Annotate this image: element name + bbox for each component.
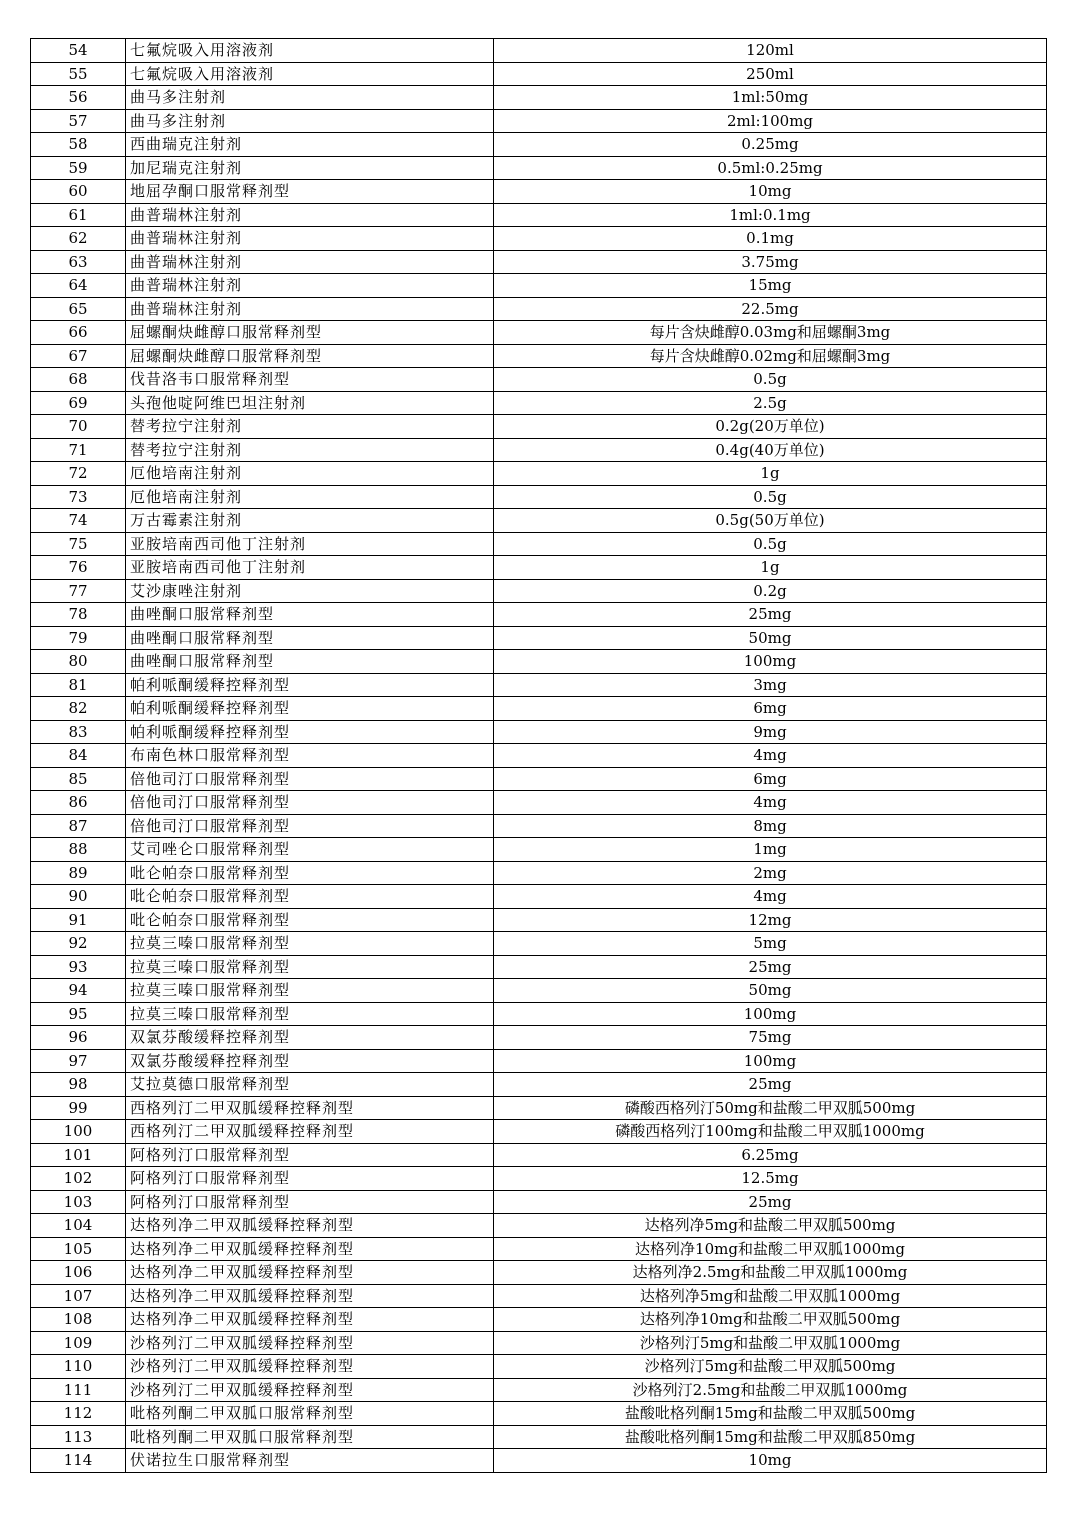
specification-cell: 盐酸吡格列酮15mg和盐酸二甲双胍850mg bbox=[494, 1425, 1047, 1449]
row-number: 83 bbox=[31, 720, 126, 744]
specification-cell: 25mg bbox=[494, 1073, 1047, 1097]
specification-cell: 100mg bbox=[494, 1002, 1047, 1026]
row-number: 111 bbox=[31, 1378, 126, 1402]
drug-name-cell: 替考拉宁注射剂 bbox=[126, 415, 494, 439]
drug-name-cell: 曲唑酮口服常释剂型 bbox=[126, 650, 494, 674]
row-number: 97 bbox=[31, 1049, 126, 1073]
table-row bbox=[31, 556, 1047, 580]
table-row bbox=[31, 227, 1047, 251]
specification-cell: 沙格列汀5mg和盐酸二甲双胍500mg bbox=[494, 1355, 1047, 1379]
table-body bbox=[31, 39, 1047, 1473]
table-row bbox=[31, 1026, 1047, 1050]
drug-name-cell: 吡仑帕奈口服常释剂型 bbox=[126, 885, 494, 909]
row-number: 86 bbox=[31, 791, 126, 815]
row-number: 104 bbox=[31, 1214, 126, 1238]
table-row bbox=[31, 1284, 1047, 1308]
specification-cell: 0.2g(20万单位) bbox=[494, 415, 1047, 439]
table-row bbox=[31, 1167, 1047, 1191]
drug-name-cell: 七氟烷吸入用溶液剂 bbox=[126, 39, 494, 63]
row-number: 94 bbox=[31, 979, 126, 1003]
drug-name-cell: 艾拉莫德口服常释剂型 bbox=[126, 1073, 494, 1097]
drug-name-cell: 达格列净二甲双胍缓释控释剂型 bbox=[126, 1284, 494, 1308]
drug-name-cell: 达格列净二甲双胍缓释控释剂型 bbox=[126, 1308, 494, 1332]
row-number: 67 bbox=[31, 344, 126, 368]
row-number: 57 bbox=[31, 109, 126, 133]
specification-cell: 达格列净5mg和盐酸二甲双胍1000mg bbox=[494, 1284, 1047, 1308]
specification-cell: 2ml:100mg bbox=[494, 109, 1047, 133]
row-number: 68 bbox=[31, 368, 126, 392]
drug-name-cell: 吡仑帕奈口服常释剂型 bbox=[126, 861, 494, 885]
drug-name-cell: 拉莫三嗪口服常释剂型 bbox=[126, 932, 494, 956]
row-number: 114 bbox=[31, 1449, 126, 1473]
specification-cell: 0.25mg bbox=[494, 133, 1047, 157]
specification-cell: 10mg bbox=[494, 1449, 1047, 1473]
row-number: 66 bbox=[31, 321, 126, 345]
row-number: 107 bbox=[31, 1284, 126, 1308]
table-row bbox=[31, 1073, 1047, 1097]
specification-cell: 50mg bbox=[494, 979, 1047, 1003]
drug-name-cell: 曲普瑞林注射剂 bbox=[126, 250, 494, 274]
row-number: 70 bbox=[31, 415, 126, 439]
drug-list-table bbox=[30, 38, 1047, 1473]
drug-name-cell: 曲普瑞林注射剂 bbox=[126, 203, 494, 227]
row-number: 63 bbox=[31, 250, 126, 274]
table-row bbox=[31, 1190, 1047, 1214]
row-number: 79 bbox=[31, 626, 126, 650]
drug-name-cell: 西格列汀二甲双胍缓释控释剂型 bbox=[126, 1096, 494, 1120]
row-number: 103 bbox=[31, 1190, 126, 1214]
specification-cell: 100mg bbox=[494, 650, 1047, 674]
specification-cell: 25mg bbox=[494, 603, 1047, 627]
drug-name-cell: 达格列净二甲双胍缓释控释剂型 bbox=[126, 1261, 494, 1285]
specification-cell: 3.75mg bbox=[494, 250, 1047, 274]
row-number: 82 bbox=[31, 697, 126, 721]
table-row bbox=[31, 908, 1047, 932]
specification-cell: 0.5g bbox=[494, 485, 1047, 509]
table-row bbox=[31, 1355, 1047, 1379]
table-row bbox=[31, 1331, 1047, 1355]
table-row bbox=[31, 1143, 1047, 1167]
specification-cell: 每片含炔雌醇0.03mg和屈螺酮3mg bbox=[494, 321, 1047, 345]
table-row bbox=[31, 955, 1047, 979]
row-number: 93 bbox=[31, 955, 126, 979]
specification-cell: 0.5ml:0.25mg bbox=[494, 156, 1047, 180]
drug-name-cell: 沙格列汀二甲双胍缓释控释剂型 bbox=[126, 1331, 494, 1355]
row-number: 73 bbox=[31, 485, 126, 509]
row-number: 113 bbox=[31, 1425, 126, 1449]
row-number: 60 bbox=[31, 180, 126, 204]
row-number: 74 bbox=[31, 509, 126, 533]
row-number: 71 bbox=[31, 438, 126, 462]
drug-name-cell: 亚胺培南西司他丁注射剂 bbox=[126, 532, 494, 556]
drug-name-cell: 伐昔洛韦口服常释剂型 bbox=[126, 368, 494, 392]
table-row bbox=[31, 1425, 1047, 1449]
table-row bbox=[31, 509, 1047, 533]
table-row bbox=[31, 438, 1047, 462]
drug-name-cell: 倍他司汀口服常释剂型 bbox=[126, 767, 494, 791]
table-row bbox=[31, 814, 1047, 838]
table-row bbox=[31, 1449, 1047, 1473]
drug-name-cell: 曲唑酮口服常释剂型 bbox=[126, 603, 494, 627]
drug-name-cell: 达格列净二甲双胍缓释控释剂型 bbox=[126, 1214, 494, 1238]
table-row bbox=[31, 673, 1047, 697]
table-row bbox=[31, 62, 1047, 86]
table-row bbox=[31, 885, 1047, 909]
specification-cell: 达格列净10mg和盐酸二甲双胍500mg bbox=[494, 1308, 1047, 1332]
drug-name-cell: 沙格列汀二甲双胍缓释控释剂型 bbox=[126, 1378, 494, 1402]
drug-name-cell: 吡仑帕奈口服常释剂型 bbox=[126, 908, 494, 932]
row-number: 112 bbox=[31, 1402, 126, 1426]
table-row bbox=[31, 1237, 1047, 1261]
drug-name-cell: 头孢他啶阿维巴坦注射剂 bbox=[126, 391, 494, 415]
specification-cell: 磷酸西格列汀50mg和盐酸二甲双胍500mg bbox=[494, 1096, 1047, 1120]
specification-cell: 1g bbox=[494, 462, 1047, 486]
row-number: 91 bbox=[31, 908, 126, 932]
table-row bbox=[31, 744, 1047, 768]
specification-cell: 0.5g bbox=[494, 532, 1047, 556]
specification-cell: 250ml bbox=[494, 62, 1047, 86]
table-row bbox=[31, 297, 1047, 321]
table-row bbox=[31, 1402, 1047, 1426]
drug-name-cell: 帕利哌酮缓释控释剂型 bbox=[126, 720, 494, 744]
drug-name-cell: 双氯芬酸缓释控释剂型 bbox=[126, 1049, 494, 1073]
row-number: 99 bbox=[31, 1096, 126, 1120]
drug-name-cell: 厄他培南注射剂 bbox=[126, 485, 494, 509]
row-number: 78 bbox=[31, 603, 126, 627]
table-row bbox=[31, 109, 1047, 133]
specification-cell: 0.1mg bbox=[494, 227, 1047, 251]
table-row bbox=[31, 791, 1047, 815]
specification-cell: 沙格列汀5mg和盐酸二甲双胍1000mg bbox=[494, 1331, 1047, 1355]
table-row bbox=[31, 720, 1047, 744]
row-number: 85 bbox=[31, 767, 126, 791]
table-row bbox=[31, 1308, 1047, 1332]
row-number: 98 bbox=[31, 1073, 126, 1097]
table-row bbox=[31, 86, 1047, 110]
specification-cell: 100mg bbox=[494, 1049, 1047, 1073]
drug-name-cell: 拉莫三嗪口服常释剂型 bbox=[126, 979, 494, 1003]
drug-name-cell: 布南色林口服常释剂型 bbox=[126, 744, 494, 768]
row-number: 105 bbox=[31, 1237, 126, 1261]
drug-name-cell: 伏诺拉生口服常释剂型 bbox=[126, 1449, 494, 1473]
table-row bbox=[31, 462, 1047, 486]
row-number: 72 bbox=[31, 462, 126, 486]
specification-cell: 每片含炔雌醇0.02mg和屈螺酮3mg bbox=[494, 344, 1047, 368]
table-row bbox=[31, 156, 1047, 180]
drug-name-cell: 曲普瑞林注射剂 bbox=[126, 274, 494, 298]
drug-name-cell: 阿格列汀口服常释剂型 bbox=[126, 1190, 494, 1214]
row-number: 56 bbox=[31, 86, 126, 110]
row-number: 100 bbox=[31, 1120, 126, 1144]
specification-cell: 22.5mg bbox=[494, 297, 1047, 321]
table-row bbox=[31, 1214, 1047, 1238]
row-number: 65 bbox=[31, 297, 126, 321]
table-row bbox=[31, 391, 1047, 415]
drug-name-cell: 曲普瑞林注射剂 bbox=[126, 297, 494, 321]
table-row bbox=[31, 203, 1047, 227]
row-number: 61 bbox=[31, 203, 126, 227]
specification-cell: 5mg bbox=[494, 932, 1047, 956]
specification-cell: 10mg bbox=[494, 180, 1047, 204]
table-row bbox=[31, 1261, 1047, 1285]
specification-cell: 25mg bbox=[494, 955, 1047, 979]
drug-name-cell: 阿格列汀口服常释剂型 bbox=[126, 1143, 494, 1167]
specification-cell: 75mg bbox=[494, 1026, 1047, 1050]
specification-cell: 达格列净10mg和盐酸二甲双胍1000mg bbox=[494, 1237, 1047, 1261]
table-row bbox=[31, 767, 1047, 791]
row-number: 81 bbox=[31, 673, 126, 697]
drug-name-cell: 曲普瑞林注射剂 bbox=[126, 227, 494, 251]
specification-cell: 12mg bbox=[494, 908, 1047, 932]
table-row bbox=[31, 321, 1047, 345]
specification-cell: 达格列净2.5mg和盐酸二甲双胍1000mg bbox=[494, 1261, 1047, 1285]
row-number: 95 bbox=[31, 1002, 126, 1026]
row-number: 108 bbox=[31, 1308, 126, 1332]
specification-cell: 沙格列汀2.5mg和盐酸二甲双胍1000mg bbox=[494, 1378, 1047, 1402]
row-number: 80 bbox=[31, 650, 126, 674]
specification-cell: 4mg bbox=[494, 791, 1047, 815]
drug-name-cell: 加尼瑞克注射剂 bbox=[126, 156, 494, 180]
table-row bbox=[31, 39, 1047, 63]
specification-cell: 0.5g bbox=[494, 368, 1047, 392]
row-number: 88 bbox=[31, 838, 126, 862]
specification-cell: 1mg bbox=[494, 838, 1047, 862]
specification-cell: 6mg bbox=[494, 767, 1047, 791]
row-number: 109 bbox=[31, 1331, 126, 1355]
drug-name-cell: 吡格列酮二甲双胍口服常释剂型 bbox=[126, 1402, 494, 1426]
specification-cell: 2mg bbox=[494, 861, 1047, 885]
table-row bbox=[31, 368, 1047, 392]
table-row bbox=[31, 861, 1047, 885]
table-row bbox=[31, 532, 1047, 556]
table-row bbox=[31, 133, 1047, 157]
specification-cell: 盐酸吡格列酮15mg和盐酸二甲双胍500mg bbox=[494, 1402, 1047, 1426]
row-number: 101 bbox=[31, 1143, 126, 1167]
specification-cell: 15mg bbox=[494, 274, 1047, 298]
drug-name-cell: 艾沙康唑注射剂 bbox=[126, 579, 494, 603]
table-row bbox=[31, 697, 1047, 721]
specification-cell: 6.25mg bbox=[494, 1143, 1047, 1167]
table-row bbox=[31, 603, 1047, 627]
specification-cell: 0.4g(40万单位) bbox=[494, 438, 1047, 462]
table-row bbox=[31, 1378, 1047, 1402]
row-number: 54 bbox=[31, 39, 126, 63]
row-number: 55 bbox=[31, 62, 126, 86]
table-row bbox=[31, 626, 1047, 650]
table-row bbox=[31, 485, 1047, 509]
specification-cell: 1g bbox=[494, 556, 1047, 580]
drug-name-cell: 厄他培南注射剂 bbox=[126, 462, 494, 486]
table-row bbox=[31, 1096, 1047, 1120]
table-row bbox=[31, 838, 1047, 862]
row-number: 110 bbox=[31, 1355, 126, 1379]
drug-name-cell: 帕利哌酮缓释控释剂型 bbox=[126, 673, 494, 697]
specification-cell: 4mg bbox=[494, 744, 1047, 768]
drug-name-cell: 地屈孕酮口服常释剂型 bbox=[126, 180, 494, 204]
table-row bbox=[31, 415, 1047, 439]
table-row bbox=[31, 274, 1047, 298]
row-number: 84 bbox=[31, 744, 126, 768]
drug-name-cell: 西曲瑞克注射剂 bbox=[126, 133, 494, 157]
drug-name-cell: 艾司唑仑口服常释剂型 bbox=[126, 838, 494, 862]
table-row bbox=[31, 250, 1047, 274]
table-row bbox=[31, 1049, 1047, 1073]
drug-name-cell: 沙格列汀二甲双胍缓释控释剂型 bbox=[126, 1355, 494, 1379]
row-number: 59 bbox=[31, 156, 126, 180]
row-number: 64 bbox=[31, 274, 126, 298]
specification-cell: 1ml:0.1mg bbox=[494, 203, 1047, 227]
row-number: 102 bbox=[31, 1167, 126, 1191]
row-number: 96 bbox=[31, 1026, 126, 1050]
table-row bbox=[31, 579, 1047, 603]
specification-cell: 50mg bbox=[494, 626, 1047, 650]
drug-name-cell: 倍他司汀口服常释剂型 bbox=[126, 791, 494, 815]
specification-cell: 0.5g(50万单位) bbox=[494, 509, 1047, 533]
row-number: 92 bbox=[31, 932, 126, 956]
drug-name-cell: 拉莫三嗪口服常释剂型 bbox=[126, 1002, 494, 1026]
drug-name-cell: 倍他司汀口服常释剂型 bbox=[126, 814, 494, 838]
drug-name-cell: 西格列汀二甲双胍缓释控释剂型 bbox=[126, 1120, 494, 1144]
drug-name-cell: 阿格列汀口服常释剂型 bbox=[126, 1167, 494, 1191]
drug-name-cell: 替考拉宁注射剂 bbox=[126, 438, 494, 462]
row-number: 106 bbox=[31, 1261, 126, 1285]
specification-cell: 达格列净5mg和盐酸二甲双胍500mg bbox=[494, 1214, 1047, 1238]
specification-cell: 120ml bbox=[494, 39, 1047, 63]
specification-cell: 0.2g bbox=[494, 579, 1047, 603]
table-row bbox=[31, 650, 1047, 674]
drug-name-cell: 达格列净二甲双胍缓释控释剂型 bbox=[126, 1237, 494, 1261]
row-number: 76 bbox=[31, 556, 126, 580]
drug-name-cell: 吡格列酮二甲双胍口服常释剂型 bbox=[126, 1425, 494, 1449]
drug-name-cell: 七氟烷吸入用溶液剂 bbox=[126, 62, 494, 86]
drug-name-cell: 双氯芬酸缓释控释剂型 bbox=[126, 1026, 494, 1050]
drug-name-cell: 曲马多注射剂 bbox=[126, 86, 494, 110]
specification-cell: 8mg bbox=[494, 814, 1047, 838]
row-number: 58 bbox=[31, 133, 126, 157]
drug-name-cell: 曲马多注射剂 bbox=[126, 109, 494, 133]
drug-name-cell: 屈螺酮炔雌醇口服常释剂型 bbox=[126, 344, 494, 368]
specification-cell: 4mg bbox=[494, 885, 1047, 909]
row-number: 69 bbox=[31, 391, 126, 415]
row-number: 89 bbox=[31, 861, 126, 885]
table-row bbox=[31, 1120, 1047, 1144]
table-row bbox=[31, 932, 1047, 956]
table-row bbox=[31, 344, 1047, 368]
drug-name-cell: 屈螺酮炔雌醇口服常释剂型 bbox=[126, 321, 494, 345]
specification-cell: 6mg bbox=[494, 697, 1047, 721]
specification-cell: 3mg bbox=[494, 673, 1047, 697]
row-number: 87 bbox=[31, 814, 126, 838]
drug-name-cell: 亚胺培南西司他丁注射剂 bbox=[126, 556, 494, 580]
row-number: 77 bbox=[31, 579, 126, 603]
table-row bbox=[31, 180, 1047, 204]
table-row bbox=[31, 979, 1047, 1003]
drug-name-cell: 拉莫三嗪口服常释剂型 bbox=[126, 955, 494, 979]
row-number: 62 bbox=[31, 227, 126, 251]
specification-cell: 1ml:50mg bbox=[494, 86, 1047, 110]
drug-name-cell: 万古霉素注射剂 bbox=[126, 509, 494, 533]
row-number: 90 bbox=[31, 885, 126, 909]
specification-cell: 12.5mg bbox=[494, 1167, 1047, 1191]
specification-cell: 2.5g bbox=[494, 391, 1047, 415]
specification-cell: 25mg bbox=[494, 1190, 1047, 1214]
specification-cell: 磷酸西格列汀100mg和盐酸二甲双胍1000mg bbox=[494, 1120, 1047, 1144]
drug-name-cell: 曲唑酮口服常释剂型 bbox=[126, 626, 494, 650]
table-row bbox=[31, 1002, 1047, 1026]
drug-name-cell: 帕利哌酮缓释控释剂型 bbox=[126, 697, 494, 721]
row-number: 75 bbox=[31, 532, 126, 556]
specification-cell: 9mg bbox=[494, 720, 1047, 744]
